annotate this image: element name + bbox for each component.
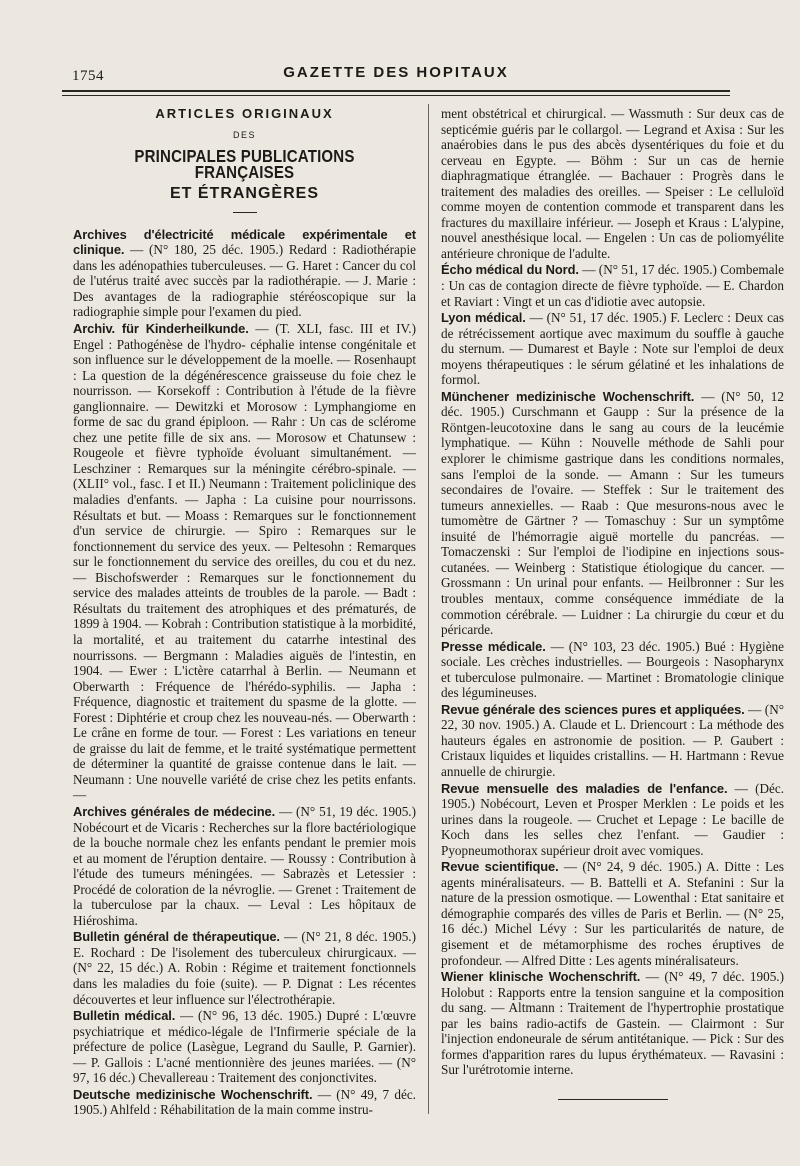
- entry: [73, 1087, 416, 1118]
- journal-title: Revue mensuelle des maladies de l'enfance.: [441, 780, 728, 796]
- entry-body: — (N° 49, 7 déc. 1905.) Ahlfeld : Réhabilitation de la main comme instru-: [73, 1086, 416, 1118]
- section-des: DES: [232, 129, 256, 140]
- journal-title: Archiv. für Kinderheilkunde.: [73, 321, 249, 337]
- entry: [73, 321, 416, 803]
- entry: [73, 929, 416, 1007]
- entry: [441, 389, 784, 638]
- entry-body: — (N° 50, 12 déc. 1905.) Curschmann et Gaupp : Sur la présence de la Röntgen-leucotoxine dans le sang au cours de la leucémie lymphatique. — Kühn : Nouvelle méthode de Sahli pour explorer le chimisme gastrique dans les conditions normales, sans l'emploi de la sonde. — Amann : Sur les tumeurs secondaires de l'ovaire. — Steffek : Sur le traitement des tumeurs annexielles. — Raab : Que mesurons-nous avec le tumomètre de Gärtner ? — Tomaschuy : Sur un symptôme insuité de l'hémorragie aiguë mortelle du pancréas. — Tomaczenski : Sur l'emploi de l'iodipine en injections sous-cutanées. — Weinberg : Statistique étiologique du cancer. — Grossmann : Un urinal pour enfants. — Heilbronner : Sur les troubles mentaux, comme conséquence immédiate de la commotion cérébrale. — Luidner : La chirurgie du cœur et du péricarde.: [441, 388, 784, 638]
- journal-title: Wiener klinische Wochenschrift.: [441, 969, 641, 985]
- page-header: [62, 58, 730, 86]
- left-column: [73, 104, 416, 1119]
- entry-body: — (N° 96, 13 déc. 1905.) Dupré : L'œuvre psychiatrique et médico-légale de l'Infirmerie spéciale de la préfecture de police (Lasègue, Legrand du Saulle, P. Garnier). — P. Gallois : L'acné mentionnière des jeunes mariées. — (N° 97, 16 déc.) Chevallereau : Traitement des conjonctivites.: [73, 1008, 417, 1086]
- entry: [441, 781, 784, 859]
- column-divider: [428, 104, 429, 1114]
- entry-body: — (N° 51, 17 déc. 1905.) F. Leclerc : Deux cas de rétrécissement aortique avec maximum du souffle à gauche du sternum. — Dumarest et Bayle : Note sur l'emploi de deux moyens thérapeutiques : le sérum gélatiné et les inhalations de formol.: [441, 310, 785, 388]
- journal-title: Lyon médical.: [441, 310, 526, 326]
- entry-body: — (N° 21, 8 déc. 1905.) E. Rochard : De l'isolement des tuberculeux chirurgicaux. — (N° 22, 15 déc.) A. Robin : Régime et traitement fonctionnels dans les maladies du foie (suite). — P. Dignat : Les récentes découvertes et leur influence sur l'électrothérapie.: [73, 929, 416, 1007]
- entry: [73, 804, 416, 928]
- entry: [441, 859, 784, 968]
- section-title: ARTICLES ORIGINAUX: [155, 106, 334, 121]
- entry: [441, 106, 784, 261]
- journal-title: Revue générale des sciences pures et appliquées.: [441, 701, 745, 717]
- entry-body: — (N° 22, 30 nov. 1905.) A. Claude et L. Driencourt : La méthode des hauteurs égales en astronomie de position. — P. Gaubert : Cristaux liquides et liquides cristallins. — H. Hartmann : Revue annuelle de chirurgie.: [441, 701, 784, 779]
- page-number: 1754: [72, 68, 104, 84]
- entry-body: — (T. XLI, fasc. III et IV.) Engel : Pathogénèse de l'hydro- céphalie intense congénitale et son influence sur le développement de la moelle. — Rosenhaupt : La question de la dégénérescence graisseuse du foie chez le nourrisson. — Korsekoff : Contribution à l'étude de la fièvre ganglionnaire. — Dewitzki et Morosow : Lymphangiome en forme de sac du grand épiploon. — Rahr : Un cas de sclérome chez une petite fille de six ans. — Morosow et Chatunsew : Rougeole et fièvre typhoïde évoluant simultanément. — Leschziner : Remarques sur la méningite cérébro-spinale. — (XLII° vol., fasc. I et II.) Neumann : Traitement policlinique des maladies d'enfants. — Japha : La cuisine pour nourrissons. Résultats et but. — Moass : Remarques sur le fonctionnement d'un service de chirurgie. — Spiro : Remarques sur le fonctionnement du service des yeux. — Peltesohn : Remarques sur le fonctionnement du service des oreilles, du cou et du nez. — Bischofswerder : Remarques sur le fonctionnement du service des malades atteints de troubles de la parole. — Badt : Résultats du traitement des atrophiques et des prématurés, de 1899 à 1904. — Kobrah : Contribution statistique à la morbidité, la mortalité, et au traitement du catarrhe intestinal des nourrissons. — Bergmann : Maladies aiguës de l'intestin, en 1904. — Ewer : L'ictère catarrhal à Berlin. — Neumann et Oberwarth : Fréquence de l'hérédo-syphilis. — Japha : Fréquence, diagnostic et traitement du spasme de la glotte. — Forest : Diphtérie et croup chez les nouveau-nés. — Oberwarth : Le crâne en forme de tour. — Forest : Les variations en teneur de graisse du lait de femme, et le traité systématique permettent de déterminer la quantité de graisse contenue dans le lait. — Neumann : Une nouvelle variété de crise chez les petits enfants. —: [73, 321, 416, 803]
- journal-title: Archives générales de médecine.: [73, 803, 276, 819]
- end-ornament-rule: [441, 1092, 784, 1108]
- entry: [441, 639, 784, 701]
- header-rule: [62, 90, 730, 92]
- entry-body: — (N° 180, 25 déc. 1905.) Redard : Radiothérapie dans les adénopathies tuberculeuses. — G. Haret : Cancer du col de l'utérus traité avec succès par la radiothérapie. — J. Marie : Des avantages de la radiographie stéréoscopique sur la radiographie simple pour l'examen du pied.: [73, 242, 416, 320]
- entry-body: — (N° 49, 7 déc. 1905.) Holobut : Rapports entre la tension sanguine et la composition du sang. — Altmann : Traitement de l'hypertrophie prostatique par les bains radio-actifs de Gastein. — Clairmont : Sur l'injection endoneurale de sérum antitétanique. — Pick : Sur des formes d'apparition rares du lupus érythémateux. — Ravasini : Sur l'urétrotomie interne.: [441, 969, 784, 1078]
- entry-body: — (N° 24, 9 déc. 1905.) A. Ditte : Les agents minéralisateurs. — B. Battelli et A. Stefanini : Sur la nature de la pression osmotique. — Lowenthal : Etat sanitaire et démographie comparés des villes de Paris et Berlin. — (N° 25, 16 déc.) Michel Lévy : Sur les particularités de nature, de gisement et de métamorphisme des roches éruptives de profondeur. — Alfred Ditte : Les agents minéralisateurs.: [441, 859, 785, 968]
- entry: [441, 310, 784, 388]
- entry-body: — (N° 103, 23 déc. 1905.) Bué : Hygiène sociale. Les crèches industrielles. — Bourgeois : Nasopharynx et tuberculose pulmonaire. — Martinet : Bromatologie clinique des légumineuses.: [441, 638, 784, 701]
- journal-title: Presse médicale.: [441, 638, 546, 654]
- entry: [441, 262, 784, 309]
- journal-title: Deutsche medizinische Wochenschrift.: [73, 1086, 313, 1102]
- entry-body: — (Déc. 1905.) Nobécourt, Leven et Prosper Merklen : Le poids et les urines dans la rougeole. — Cruchet et Lepage : Le bacille de Koch dans les selles chez l'enfant. — Gaudier : Pyopneumothorax supérieur droit avec vomiques.: [441, 780, 785, 858]
- section-rule: [233, 212, 257, 213]
- entry-body: — (N° 51, 19 déc. 1905.) Nobécourt et de Vicaris : Recherches sur la flore bactériologique de la bouche normale chez les enfants pendant le premier mois et au moment de l'éruption dentaire. — Roussy : Contribution à l'étude des tumeurs méningées. — Sabrazès et Letessier : Procédé de coloration de la névroglie. — Grenet : Traitement de la tuberculose par la chaux. — Leval : Les hôpitaux de Hiéroshima.: [73, 803, 416, 928]
- entry: [73, 227, 416, 320]
- entry: [73, 1008, 416, 1086]
- journal-title: Archives d'électricité médicale expérimentale et clinique.: [73, 226, 416, 258]
- section-main-heading: PRINCIPALES PUBLICATIONS FRANÇAISES: [134, 146, 355, 182]
- header-rule-thin: [62, 95, 730, 96]
- right-column: [441, 106, 784, 1107]
- journal-title: Bulletin général de thérapeutique.: [73, 929, 280, 945]
- entry: [441, 702, 784, 780]
- journal-title: Écho médical du Nord.: [441, 262, 579, 278]
- running-title: GAZETTE DES HOPITAUX: [283, 64, 509, 81]
- journal-title: Münchener medizinische Wochenschrift.: [441, 388, 695, 404]
- entry-body: ment obstétrical et chirurgical. — Wassmuth : Sur deux cas de septicémie guéris par le collargol. — Legrand et Axisa : Sur les anaérobies dans le pus des abcès dysentériques du foie et du cerveau en Egypte. — Böhm : Sur un cas de hernie diaphragmatique étranglée. — Bachauer : Progrès dans le traitement des maladies des oreilles. — Speiser : Le celluloïd comme moyen de contention commode et transparent dans les fractures du maxillaire inférieur. — Joseph et Kraus : L'alypine, nouvel anesthésique local. — Engelen : Un cas de poliomyélite antérieure chronique de l'adulte.: [441, 106, 784, 261]
- entry: [441, 969, 784, 1078]
- section-subheading: ET ÉTRANGÈRES: [169, 185, 319, 203]
- journal-title: Revue scientifique.: [441, 859, 559, 875]
- journal-title: Bulletin médical.: [73, 1008, 176, 1024]
- entry-body: — (N° 51, 17 déc. 1905.) Combemale : Un cas de contagion directe de fièvre typhoïde. — E. Chardon et Raviart : Vingt et un cas d'idiotie avec autopsie.: [441, 262, 784, 309]
